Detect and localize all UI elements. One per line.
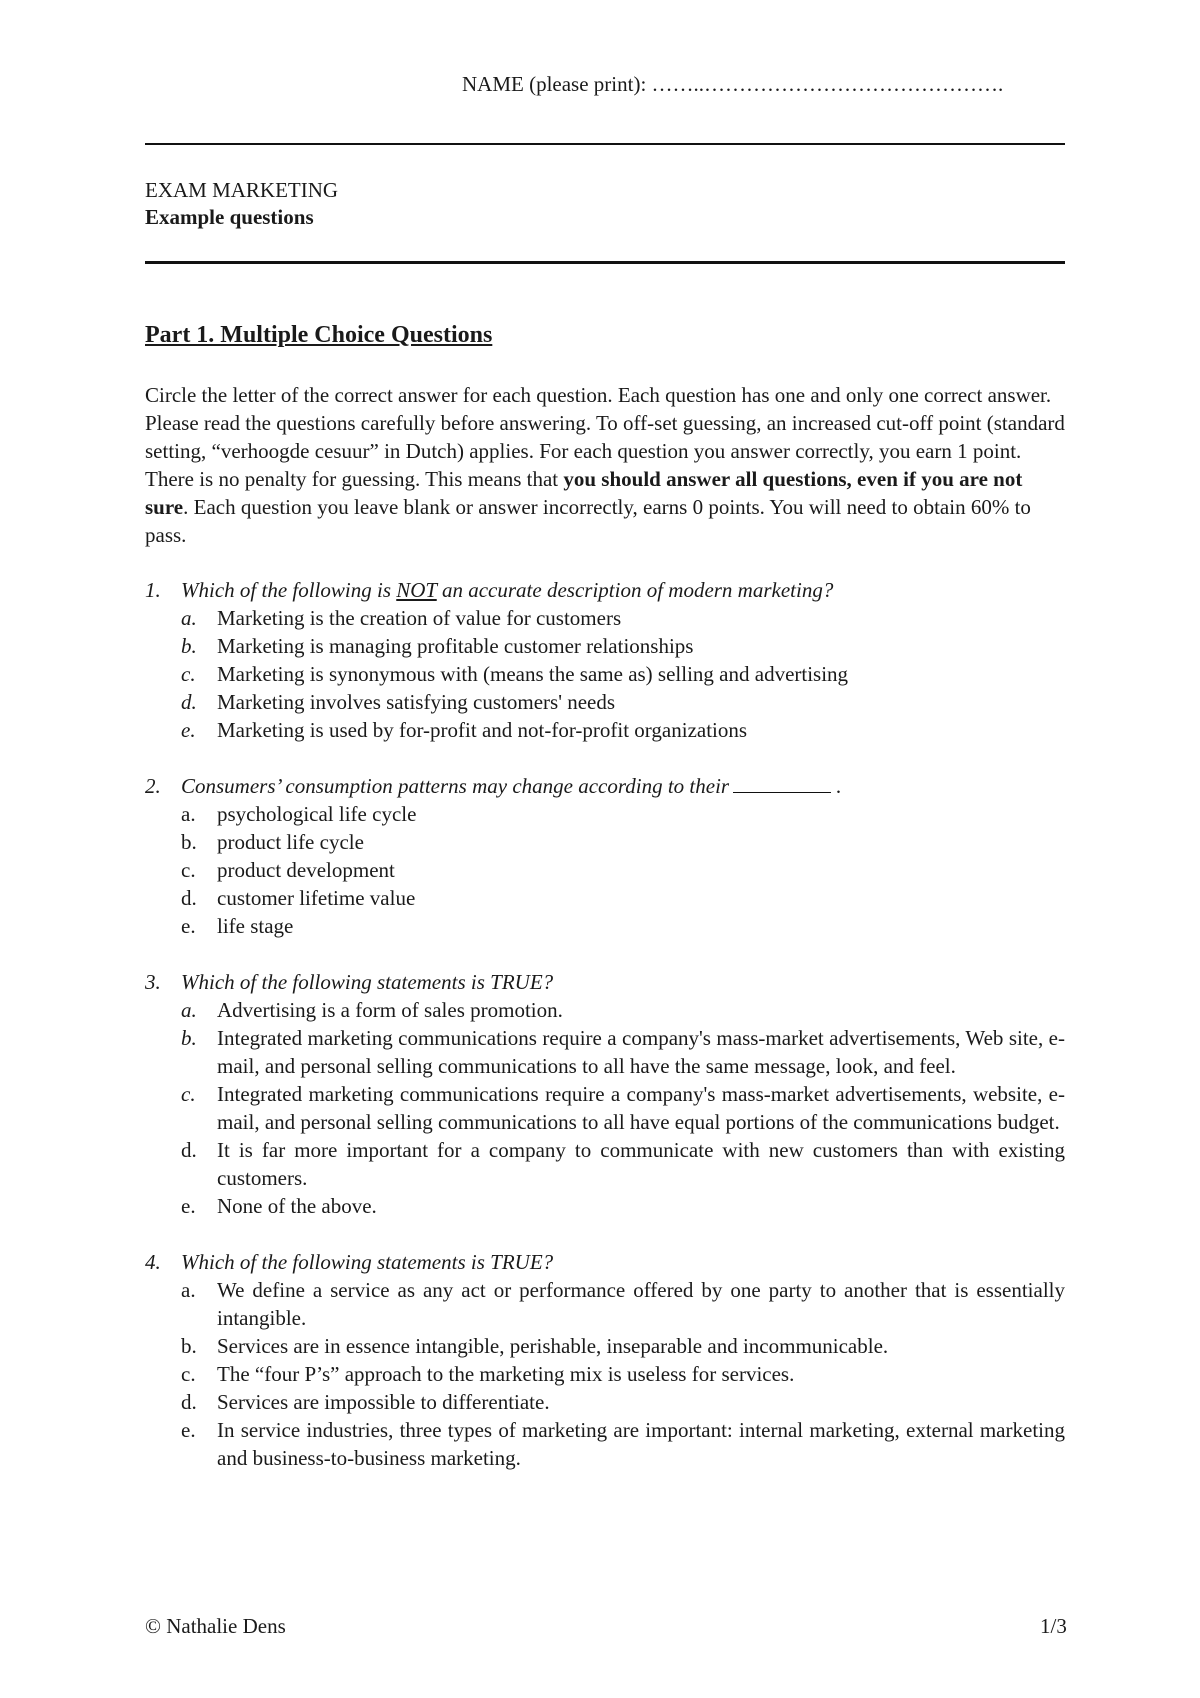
- exam-title: EXAM MARKETING: [145, 178, 339, 202]
- answer-option[interactable]: [145, 828, 1065, 856]
- answer-option[interactable]: [145, 884, 1065, 912]
- option-text: None of the above.: [217, 1194, 377, 1218]
- option-text: Integrated marketing communications require a company's mass-market advertisements, Web site, e-mail, and personal selling communications to all have the same message, look, and feel.: [217, 1026, 1065, 1078]
- answer-option[interactable]: [145, 1360, 1065, 1388]
- answer-option[interactable]: [145, 1192, 1065, 1220]
- question-text: [181, 772, 1065, 800]
- option-text: Marketing is managing profitable customer relationships: [217, 634, 694, 658]
- option-letter: a.: [181, 998, 197, 1022]
- answer-option[interactable]: [145, 660, 1065, 688]
- question-3: [145, 968, 1065, 1220]
- name-print-line: NAME (please print): ……..…………………………………….: [462, 72, 1004, 96]
- option-text: Services are in essence intangible, perishable, inseparable and incommunicable.: [217, 1334, 889, 1358]
- title-divider: [145, 261, 1065, 264]
- answer-option[interactable]: [145, 856, 1065, 884]
- option-text: Marketing is the creation of value for customers: [217, 606, 622, 630]
- instructions-paragraph: [145, 381, 1065, 549]
- answer-option[interactable]: [145, 996, 1065, 1024]
- instructions-text-2: . Each question you leave blank or answer incorrectly, earns 0 points. You will need to obtain 60% to pass.: [145, 495, 1031, 547]
- instructions-text-1: Circle the letter of the correct answer for each question. Each question has one and only one correct answer. Please read the questions carefully before answering. To off-set guessing, an increased cut-off point (standard setting, “verhoogde cesuur” in Dutch) applies. For each question you answer correctly, you earn 1 point. There is no penalty for guessing. This means that: [145, 383, 1065, 491]
- option-text: In service industries, three types of marketing are important: internal marketing, external marketing and business-to-business marketing.: [217, 1418, 1065, 1470]
- question-stem: [145, 576, 1065, 604]
- option-text: life stage: [217, 914, 294, 938]
- header-divider: [145, 143, 1065, 145]
- option-letter: a.: [181, 606, 197, 630]
- question-stem: [145, 772, 1065, 800]
- option-text: We define a service as any act or performance offered by one party to another that is essentially intangible.: [217, 1278, 1065, 1330]
- question-number: 4.: [145, 1250, 161, 1274]
- answer-blank: [733, 774, 831, 793]
- option-text: Services are impossible to differentiate.: [217, 1390, 550, 1414]
- option-letter: b.: [181, 830, 197, 854]
- option-text: The “four P’s” approach to the marketing mix is useless for services.: [217, 1362, 795, 1386]
- answer-option[interactable]: [145, 1416, 1065, 1472]
- question-text-part: Which of the following is: [181, 578, 397, 602]
- option-letter: d.: [181, 690, 197, 714]
- option-letter: c.: [181, 858, 196, 882]
- option-text: customer lifetime value: [217, 886, 416, 910]
- answer-option[interactable]: [145, 800, 1065, 828]
- option-letter: b.: [181, 1026, 197, 1050]
- instructions-emphasis: you should answer all questions, even if you are not sure: [145, 467, 1023, 519]
- option-letter: c.: [181, 1362, 196, 1386]
- option-letter: a.: [181, 802, 196, 826]
- question-number: 2.: [145, 774, 161, 798]
- question-text: Which of the following statements is TRUE?: [181, 970, 554, 994]
- option-letter: c.: [181, 662, 196, 686]
- question-4: [145, 1248, 1065, 1472]
- option-letter: e.: [181, 914, 196, 938]
- option-letter: c.: [181, 1082, 196, 1106]
- question-1: [145, 576, 1065, 744]
- option-letter: d.: [181, 886, 197, 910]
- question-text: Which of the following statements is TRUE?: [181, 1250, 554, 1274]
- answer-option[interactable]: [145, 1276, 1065, 1332]
- option-text: It is far more important for a company to communicate with new customers than with existing customers.: [217, 1138, 1065, 1190]
- option-letter: b.: [181, 634, 197, 658]
- option-letter: e.: [181, 1418, 196, 1442]
- question-2: [145, 772, 1065, 940]
- option-letter: a.: [181, 1278, 196, 1302]
- answer-option[interactable]: [145, 604, 1065, 632]
- answer-option[interactable]: [145, 912, 1065, 940]
- part-title: Part 1. Multiple Choice Questions: [145, 322, 493, 348]
- question-number: 3.: [145, 970, 161, 994]
- footer-author: © Nathalie Dens: [145, 1614, 286, 1638]
- exam-subtitle: Example questions: [145, 205, 314, 229]
- answer-option[interactable]: [145, 688, 1065, 716]
- question-stem: [145, 968, 1065, 996]
- option-text: Marketing involves satisfying customers' needs: [217, 690, 616, 714]
- page-number: 1/3: [1040, 1614, 1067, 1638]
- option-letter: e.: [181, 718, 196, 742]
- option-text: product development: [217, 858, 395, 882]
- answer-option[interactable]: [145, 1388, 1065, 1416]
- question-text-part: Consumers’ consumption patterns may change according to their: [181, 774, 730, 798]
- answer-option[interactable]: [145, 1136, 1065, 1192]
- question-text-part: an accurate description of modern marketing?: [436, 578, 834, 602]
- option-text: Advertising is a form of sales promotion.: [217, 998, 563, 1022]
- answer-option[interactable]: [145, 1024, 1065, 1080]
- question-number: 1.: [145, 578, 161, 602]
- option-letter: b.: [181, 1334, 197, 1358]
- question-list: [145, 576, 1065, 1500]
- question-stem: [145, 1248, 1065, 1276]
- option-text: product life cycle: [217, 830, 364, 854]
- answer-option[interactable]: [145, 1332, 1065, 1360]
- question-text-part: .: [836, 774, 842, 798]
- question-text: [181, 576, 1065, 604]
- option-text: Integrated marketing communications require a company's mass-market advertisements, website, e-mail, and personal selling communications to all have equal portions of the communications budget.: [217, 1082, 1065, 1134]
- question-emphasis: NOT: [396, 578, 437, 602]
- option-text: Marketing is used by for-profit and not-for-profit organizations: [217, 718, 748, 742]
- answer-option[interactable]: [145, 716, 1065, 744]
- option-text: psychological life cycle: [217, 802, 417, 826]
- answer-option[interactable]: [145, 1080, 1065, 1136]
- option-text: Marketing is synonymous with (means the same as) selling and advertising: [217, 662, 849, 686]
- option-letter: d.: [181, 1390, 197, 1414]
- option-letter: d.: [181, 1138, 197, 1162]
- option-letter: e.: [181, 1194, 196, 1218]
- answer-option[interactable]: [145, 632, 1065, 660]
